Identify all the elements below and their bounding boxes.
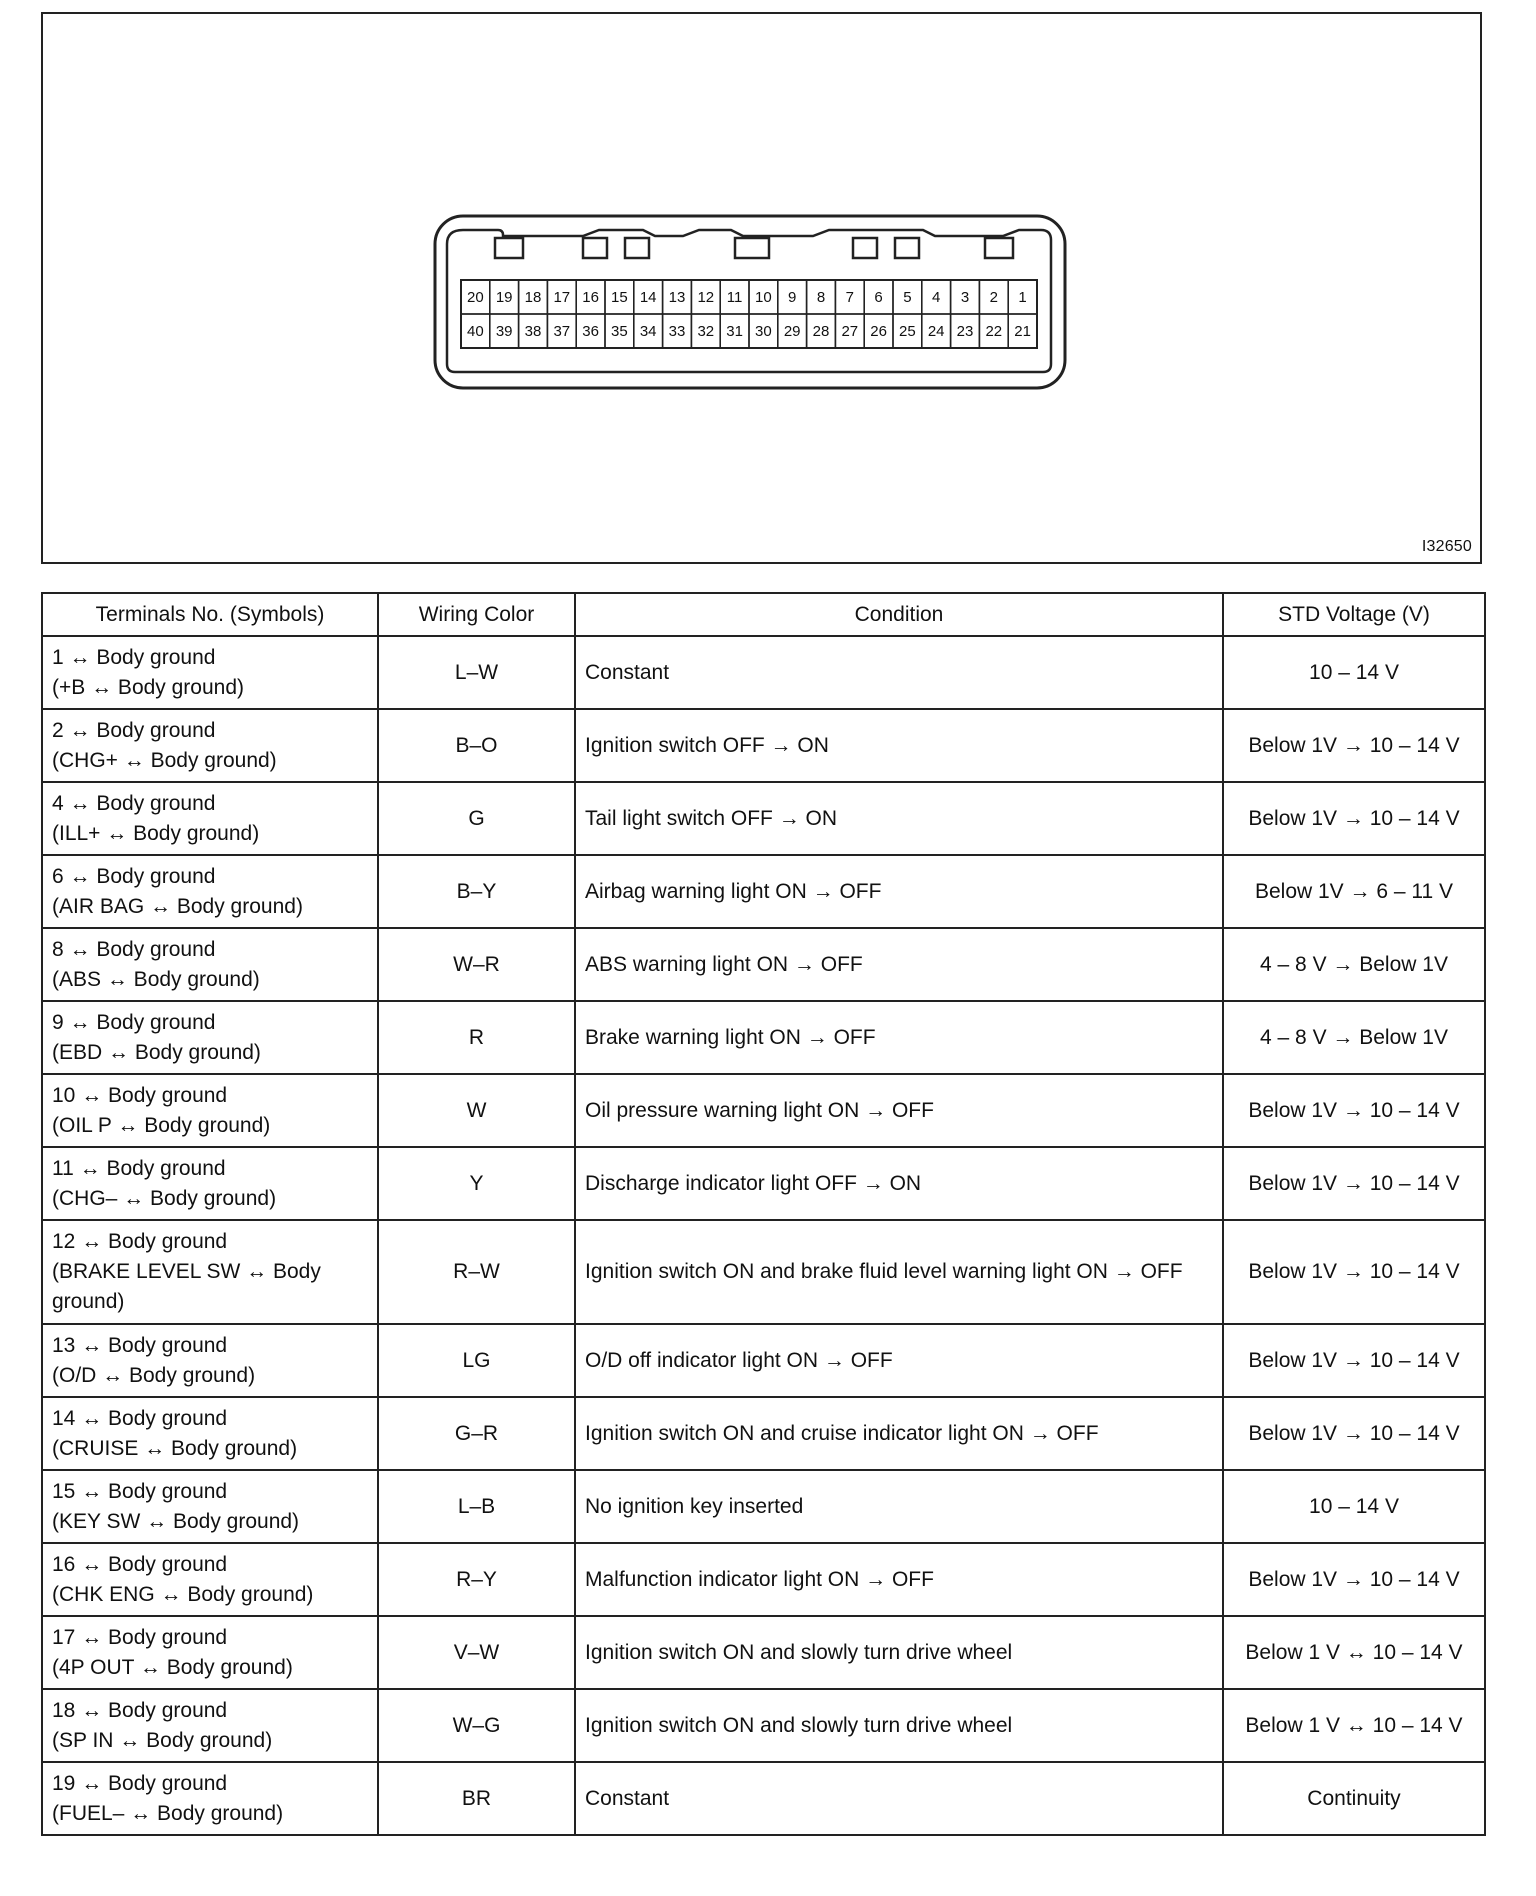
terminal-symbol: (FUEL– ↔ Body ground) [52, 1801, 284, 1825]
std-voltage-cell: Below 1V → 10 – 14 V [1223, 1543, 1485, 1616]
pin-number: 25 [899, 323, 916, 340]
condition-cell: Ignition switch ON and cruise indicator light ON → OFF [575, 1397, 1223, 1470]
wiring-color-cell: W–R [378, 928, 575, 1001]
condition-cell: Oil pressure warning light ON → OFF [575, 1074, 1223, 1147]
header-wiring-color: Wiring Color [378, 593, 575, 636]
latch-window [495, 238, 523, 258]
wiring-color-cell: W–G [378, 1689, 575, 1762]
condition-cell: No ignition key inserted [575, 1470, 1223, 1543]
pin-number: 23 [956, 323, 974, 340]
wiring-color-cell: L–W [378, 636, 575, 709]
connector-drawing [43, 14, 1480, 562]
pin-number: 19 [495, 289, 513, 306]
terminal-cell [42, 1762, 378, 1835]
pin-number: 10 [755, 289, 772, 306]
pin-number: 14 [639, 289, 657, 306]
wiring-color-cell: R–Y [378, 1543, 575, 1616]
terminal-cell [42, 782, 378, 855]
pin-number: 18 [524, 289, 542, 306]
terminal-number: 9 ↔ Body ground [52, 1010, 216, 1034]
terminal-symbol: (CRUISE ↔ Body ground) [52, 1436, 298, 1460]
table-row [42, 1762, 1485, 1835]
std-voltage-cell: Continuity [1223, 1762, 1485, 1835]
pin-number: 33 [668, 323, 686, 340]
terminal-cell [42, 1324, 378, 1397]
condition-cell: Constant [575, 1762, 1223, 1835]
wiring-color-cell: R [378, 1001, 575, 1074]
table-row [42, 855, 1485, 928]
pin-number: 16 [582, 289, 599, 306]
terminal-cell [42, 855, 378, 928]
wiring-color-cell: BR [378, 1762, 575, 1835]
table-row [42, 1074, 1485, 1147]
latch-window [853, 238, 877, 258]
pin-grid [461, 280, 1037, 348]
std-voltage-cell: 10 – 14 V [1223, 1470, 1485, 1543]
wiring-color-cell: V–W [378, 1616, 575, 1689]
terminal-symbol: (BRAKE LEVEL SW ↔ Body ground) [52, 1260, 321, 1313]
wiring-color-cell: R–W [378, 1220, 575, 1324]
terminal-number: 11 ↔ Body ground [52, 1156, 226, 1180]
pin-number: 11 [726, 289, 743, 306]
pin-number: 31 [726, 323, 743, 340]
latch-window [985, 238, 1013, 258]
terminal-number: 12 ↔ Body ground [52, 1230, 228, 1253]
std-voltage-cell: Below 1V → 10 – 14 V [1223, 1074, 1485, 1147]
table-row [42, 1147, 1485, 1220]
wiring-color-cell: Y [378, 1147, 575, 1220]
pin-number: 34 [639, 323, 657, 340]
table-row [42, 782, 1485, 855]
condition-cell: Airbag warning light ON → OFF [575, 855, 1223, 928]
pin-number: 36 [582, 323, 599, 340]
condition-cell: Ignition switch ON and slowly turn drive wheel [575, 1689, 1223, 1762]
pin-number: 2 [989, 289, 998, 306]
table-row [42, 1543, 1485, 1616]
latch-window [625, 238, 649, 258]
pin-number: 40 [467, 323, 484, 340]
terminal-symbol: (KEY SW ↔ Body ground) [52, 1509, 300, 1533]
pin-number: 7 [845, 289, 854, 306]
terminal-number: 1 ↔ Body ground [52, 645, 216, 669]
terminal-cell [42, 636, 378, 709]
terminal-number: 13 ↔ Body ground [52, 1333, 228, 1357]
table-row [42, 1470, 1485, 1543]
table-row [42, 1001, 1485, 1074]
wiring-color-cell: G [378, 782, 575, 855]
terminal-cell [42, 1689, 378, 1762]
terminal-cell [42, 1616, 378, 1689]
pin-number: 3 [960, 289, 970, 306]
wiring-color-cell: L–B [378, 1470, 575, 1543]
table-row [42, 709, 1485, 782]
pin-number: 27 [841, 323, 859, 340]
table-row [42, 1616, 1485, 1689]
std-voltage-cell: Below 1V → 6 – 11 V [1223, 855, 1485, 928]
condition-cell: Ignition switch ON and slowly turn drive wheel [575, 1616, 1223, 1689]
terminal-symbol: (AIR BAG ↔ Body ground) [52, 894, 303, 918]
condition-cell: Brake warning light ON → OFF [575, 1001, 1223, 1074]
terminal-cell [42, 1543, 378, 1616]
terminal-number: 17 ↔ Body ground [52, 1625, 228, 1649]
terminal-number: 6 ↔ Body ground [52, 864, 216, 888]
terminal-cell [42, 1001, 378, 1074]
condition-cell: Constant [575, 636, 1223, 709]
terminal-symbol: (OIL P ↔ Body ground) [52, 1113, 271, 1137]
pin-number: 20 [467, 289, 484, 306]
wiring-color-cell: W [378, 1074, 575, 1147]
wiring-color-cell: B–Y [378, 855, 575, 928]
pin-number: 17 [553, 289, 571, 306]
header-terminals: Terminals No. (Symbols) [42, 593, 378, 636]
terminal-number: 16 ↔ Body ground [52, 1552, 228, 1576]
figure-code: I32650 [1421, 538, 1472, 555]
terminal-voltage-table [41, 592, 1486, 1836]
terminal-cell [42, 1147, 378, 1220]
condition-cell: Malfunction indicator light ON → OFF [575, 1543, 1223, 1616]
wiring-color-cell: G–R [378, 1397, 575, 1470]
terminal-cell [42, 709, 378, 782]
pin-number: 26 [870, 323, 887, 340]
table-header-row [42, 593, 1485, 636]
std-voltage-cell: Below 1 V ↔ 10 – 14 V [1223, 1689, 1485, 1762]
terminal-cell [42, 1397, 378, 1470]
std-voltage-cell: Below 1V → 10 – 14 V [1223, 1324, 1485, 1397]
wiring-color-cell: B–O [378, 709, 575, 782]
terminal-symbol: (+B ↔ Body ground) [52, 675, 245, 699]
terminal-cell [42, 928, 378, 1001]
pin-number: 30 [755, 323, 772, 340]
std-voltage-cell: Below 1V → 10 – 14 V [1223, 782, 1485, 855]
pin-number: 29 [783, 323, 801, 340]
condition-cell: ABS warning light ON → OFF [575, 928, 1223, 1001]
pin-number: 12 [697, 289, 715, 306]
std-voltage-cell: Below 1V → 10 – 14 V [1223, 1397, 1485, 1470]
std-voltage-cell: 4 – 8 V → Below 1V [1223, 1001, 1485, 1074]
terminal-symbol: (O/D ↔ Body ground) [52, 1363, 256, 1387]
wiring-color-cell: LG [378, 1324, 575, 1397]
pin-number: 32 [697, 323, 715, 340]
std-voltage-cell: Below 1V → 10 – 14 V [1223, 1220, 1485, 1324]
std-voltage-cell: 4 – 8 V → Below 1V [1223, 928, 1485, 1001]
terminal-number: 18 ↔ Body ground [52, 1698, 228, 1722]
table-row [42, 1220, 1485, 1324]
terminal-number: 19 ↔ Body ground [52, 1771, 228, 1795]
pin-number: 37 [553, 323, 571, 340]
terminal-number: 8 ↔ Body ground [52, 937, 216, 961]
condition-cell: O/D off indicator light ON → OFF [575, 1324, 1223, 1397]
std-voltage-cell: Below 1V → 10 – 14 V [1223, 709, 1485, 782]
table-row [42, 636, 1485, 709]
pin-number: 24 [927, 323, 945, 340]
condition-cell: Ignition switch OFF → ON [575, 709, 1223, 782]
header-condition: Condition [575, 593, 1223, 636]
terminal-cell [42, 1074, 378, 1147]
condition-cell: Tail light switch OFF → ON [575, 782, 1223, 855]
terminal-symbol: (CHG+ ↔ Body ground) [52, 748, 277, 772]
condition-cell: Discharge indicator light OFF → ON [575, 1147, 1223, 1220]
terminal-symbol: (ABS ↔ Body ground) [52, 967, 260, 991]
pin-number: 13 [668, 289, 686, 306]
terminal-number: 10 ↔ Body ground [52, 1083, 228, 1107]
terminal-number: 15 ↔ Body ground [52, 1479, 228, 1503]
pin-number: 39 [495, 323, 513, 340]
terminal-symbol: (4P OUT ↔ Body ground) [52, 1655, 293, 1679]
table-row [42, 1689, 1485, 1762]
pin-number: 4 [932, 289, 941, 306]
pin-number: 9 [788, 289, 797, 306]
header-std-voltage: STD Voltage (V) [1223, 593, 1485, 636]
terminal-symbol: (CHK ENG ↔ Body ground) [52, 1582, 314, 1606]
pin-number: 38 [524, 323, 542, 340]
terminal-number: 4 ↔ Body ground [52, 791, 216, 815]
terminal-cell [42, 1470, 378, 1543]
latch-window [895, 238, 919, 258]
std-voltage-cell: 10 – 14 V [1223, 636, 1485, 709]
terminal-symbol: (ILL+ ↔ Body ground) [52, 821, 260, 845]
pin-number: 22 [985, 323, 1003, 340]
terminal-number: 2 ↔ Body ground [52, 718, 216, 742]
terminal-number: 14 ↔ Body ground [52, 1406, 228, 1430]
std-voltage-cell: Below 1 V ↔ 10 – 14 V [1223, 1616, 1485, 1689]
terminal-symbol: (SP IN ↔ Body ground) [52, 1728, 273, 1752]
latch-window [583, 238, 607, 258]
condition-cell: Ignition switch ON and brake fluid level warning light ON → OFF [575, 1220, 1223, 1324]
pin-number: 15 [611, 289, 628, 306]
table-row [42, 1324, 1485, 1397]
pin-number: 6 [874, 289, 883, 306]
terminal-symbol: (CHG– ↔ Body ground) [52, 1186, 277, 1210]
table-body [42, 636, 1485, 1835]
pin-number: 5 [903, 289, 912, 306]
latch-window [735, 238, 769, 258]
connector-diagram [41, 12, 1482, 564]
table-row [42, 928, 1485, 1001]
std-voltage-cell: Below 1V → 10 – 14 V [1223, 1147, 1485, 1220]
terminal-symbol: (EBD ↔ Body ground) [52, 1040, 261, 1064]
pin-number: 8 [816, 289, 826, 306]
pin-number: 21 [1014, 323, 1031, 340]
table-row [42, 1397, 1485, 1470]
pin-number: 1 [1018, 289, 1027, 306]
terminal-cell [42, 1220, 378, 1324]
pin-number: 35 [611, 323, 628, 340]
pin-number: 28 [812, 323, 830, 340]
